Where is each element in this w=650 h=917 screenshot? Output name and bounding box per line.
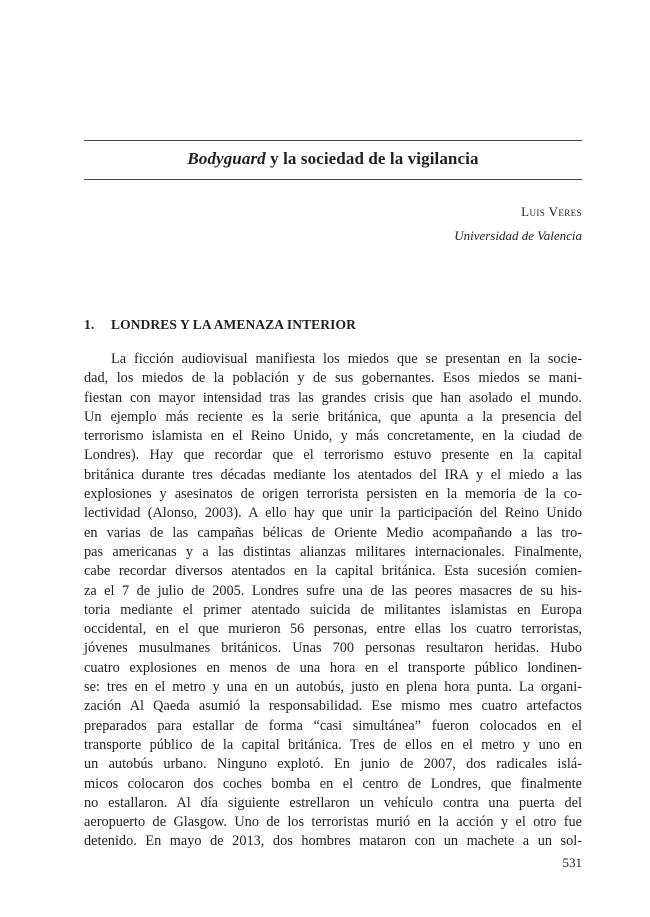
title-top-rule [84,140,582,141]
body-line: transporte público de la capital británica. Tres de ellos en el metro y uno en [84,736,582,753]
body-line: toria mediante el primer atentado suicida de militantes islamistas en Europa [84,601,582,618]
title-bottom-rule [84,179,582,180]
page-number: 531 [562,855,582,870]
section-number: 1. [84,317,95,332]
body-line: zación Al Qaeda asumió la responsabilidad. Ese mismo mes cuatro artefactos [84,698,582,715]
body-line: preparados para estallar de forma “casi simultánea” fueron colocados en el [84,717,582,734]
body-line: pas americanas y a las distintas alianzas militares internacionales. Finalmente, [84,543,582,560]
body-line: La ficción audiovisual manifiesta los miedos que se presentan en la socie- [111,351,582,367]
body-line: detenido. En mayo de 2013, dos hombres mataron con un machete a un sol- [84,833,582,850]
section-title: LONDRES Y LA AMENAZA INTERIOR [111,317,356,332]
body-line: explosiones y asesinatos de origen terrorista persisten en la memoria de la co- [84,486,582,503]
body-line: un autobús urbano. Ninguno explotó. En junio de 2007, dos radicales islá- [84,756,582,773]
body-line: occidental, en el que murieron 56 personas, entre ellas los cuatro terroristas, [84,621,582,638]
article-title [84,149,582,169]
body-line: za el 7 de julio de 2005. Londres sufre una de las peores masacres de su his- [84,582,582,599]
body-line: cuatro explosiones en menos de una hora en el transporte público londinen- [84,659,582,676]
author-affiliation: Universidad de Valencia [454,228,582,243]
body-paragraph [84,350,582,852]
body-line: cabe recordar diversos atentados en la capital británica. Esta sucesión comien- [84,563,582,580]
body-line: dad, los miedos de la población y de sus gobernantes. Esos miedos se mani- [84,370,582,387]
body-line: Londres). Hay que recordar que el terrorismo estuvo presente en la capital [84,447,582,464]
body-line: fiestan con mayor intensidad tras las grandes crisis que han asolado el mundo. [84,389,582,406]
body-line: terrorismo islamista en el Reino Unido, y más concretamente, en la ciudad de [84,428,582,445]
body-line: jóvenes musulmanes británicos. Unas 700 personas resultaron heridas. Hubo [84,640,582,657]
author-name: Luis Veres [521,204,582,219]
body-line: lectividad (Alonso, 2003). A ello hay que unir la participación del Reino Unido [84,505,582,522]
body-line: británica durante tres décadas mediante los atentados del IRA y el miedo a las [84,466,582,483]
body-line: Un ejemplo más reciente es la serie británica, que apunta a la presencia del [84,408,582,425]
body-line: se: tres en el metro y una en un autobús, justo en plena hora punta. La organi- [84,679,582,696]
body-line: en varias de las campañas bélicas de Oriente Medio acompañando a las tro- [84,524,582,541]
title-italic-part: Bodyguard [187,149,266,168]
body-line: aeropuerto de Glasgow. Uno de los terroristas murió en la acción y el otro fue [84,814,582,831]
body-line: no estallaron. Al día siguiente estrellaron un vehículo contra una puerta del [84,794,582,811]
body-line: micos colocaron dos coches bomba en el centro de Londres, que finalmente [84,775,582,792]
title-rest: y la sociedad de la vigilancia [265,149,479,168]
section-heading [84,317,356,333]
